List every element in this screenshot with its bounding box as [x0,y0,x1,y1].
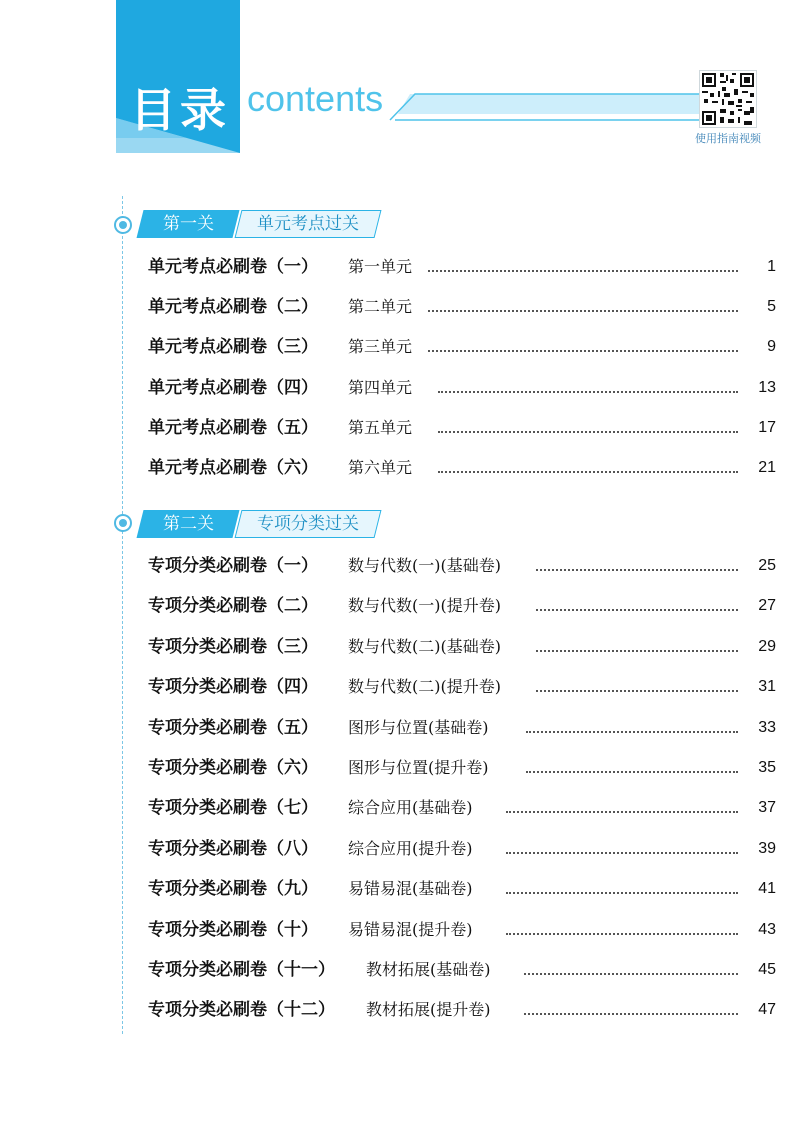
toc-entry-subtitle: 教材拓展(提升卷) [366,1000,491,1020]
toc-entry-title: 专项分类必刷卷（六） [148,758,318,778]
toc-entry-subtitle: 第一单元 [348,257,413,276]
toc-entry[interactable] [148,957,776,983]
toc-page-number: 1 [767,258,776,275]
toc-page-number: 39 [758,839,776,857]
timeline-line [122,196,123,1034]
toc-page-number: 43 [758,920,776,938]
toc-leader-dots [438,431,738,433]
section-name: 单元考点过关 [235,210,382,238]
toc-entry-title: 专项分类必刷卷（三） [148,636,318,657]
toc-entry[interactable] [148,715,776,741]
toc-leader-dots [536,650,738,652]
toc-entry-title: 单元考点必刷卷（一） [148,257,318,277]
toc-entry-subtitle: 第六单元 [348,458,413,477]
toc-entry-subtitle: 第四单元 [348,377,413,397]
toc-leader-dots [428,270,738,272]
toc-leader-dots [536,609,738,611]
toc-entry[interactable] [148,415,776,441]
toc-leader-dots [526,771,738,773]
toc-entry-subtitle: 数与代数(一)(提升卷) [348,596,501,616]
toc-leader-dots [438,391,738,393]
header-decor-line [240,86,700,126]
toc-entry-title: 单元考点必刷卷（六） [148,458,318,478]
toc-page-number: 5 [767,298,776,316]
toc-page-number: 33 [758,718,776,736]
toc-page-number: 27 [758,597,776,615]
toc-entry[interactable] [148,917,776,943]
toc-page-number: 41 [758,880,776,898]
qr-caption: 使用指南视频 [695,132,761,145]
toc-leader-dots [506,852,738,854]
toc-page-number: 35 [758,759,776,776]
toc-page-number: 9 [767,338,776,356]
toc-entry-title: 专项分类必刷卷（九） [148,879,318,900]
toc-entry-subtitle: 易错易混(提升卷) [348,919,473,939]
toc-entry-title: 专项分类必刷卷（十） [148,919,318,940]
toc-entry-title: 单元考点必刷卷（五） [148,417,318,438]
toc-entry[interactable] [148,455,776,481]
toc-leader-dots [428,310,738,312]
toc-entry[interactable] [148,294,776,320]
toc-entry[interactable] [148,876,776,902]
section-tab: 第一关 [137,210,240,238]
toc-entry[interactable] [148,375,776,401]
toc-entry[interactable] [148,634,776,660]
toc-entry-title: 专项分类必刷卷（八） [148,838,318,859]
toc-entry-subtitle: 图形与位置(提升卷) [348,758,489,777]
toc-entry[interactable] [148,755,776,781]
toc-leader-dots [506,933,738,935]
toc-entry-subtitle: 教材拓展(基础卷) [366,960,491,979]
toc-leader-dots [536,690,738,692]
toc-entry-title: 专项分类必刷卷（五） [148,717,318,738]
toc-page-number: 45 [758,961,776,978]
toc-leader-dots [438,471,738,473]
toc-entry[interactable] [148,593,776,619]
section-tab: 第二关 [137,510,240,538]
toc-entry-title: 单元考点必刷卷（四） [148,377,318,398]
toc-entry-subtitle: 易错易混(基础卷) [348,879,473,899]
toc-leader-dots [524,973,738,975]
toc-entry-title: 专项分类必刷卷（十二） [148,1000,335,1021]
toc-entry[interactable] [148,553,776,579]
toc-entry[interactable] [148,334,776,360]
toc-page-number: 17 [758,418,776,436]
section-name: 专项分类过关 [235,510,382,538]
toc-page-number: 25 [758,557,776,574]
qr-code-icon [700,71,756,127]
toc-entry-subtitle: 综合应用(基础卷) [348,798,473,818]
toc-entry-subtitle: 第三单元 [348,337,413,357]
toc-page-number: 29 [758,637,776,655]
section-marker-icon [114,216,132,234]
toc-leader-dots [526,731,738,733]
toc-page-number: 13 [758,378,776,396]
toc-entry-subtitle: 数与代数(二)(提升卷) [348,677,501,697]
toc-entry[interactable] [148,997,776,1023]
toc-page-number: 31 [758,678,776,696]
toc-entry-subtitle: 数与代数(二)(基础卷) [348,636,501,656]
section-marker-icon [114,514,132,532]
toc-entry-title: 专项分类必刷卷（四） [148,677,318,698]
toc-entry-title: 单元考点必刷卷（三） [148,337,318,358]
toc-entry[interactable] [148,836,776,862]
toc-entry-title: 专项分类必刷卷（十一） [148,960,335,980]
page-subtitle: contents [247,78,384,119]
toc-entry-subtitle: 图形与位置(基础卷) [348,717,489,737]
qr-code[interactable] [699,70,757,128]
toc-page-number: 47 [758,1001,776,1019]
toc-entry[interactable] [148,795,776,821]
toc-entry-subtitle: 第五单元 [348,417,413,437]
toc-entry-subtitle: 数与代数(一)(基础卷) [348,556,501,575]
toc-entry-title: 专项分类必刷卷（一） [148,556,318,576]
toc-entry-subtitle: 第二单元 [348,297,413,317]
toc-entry-title: 专项分类必刷卷（二） [148,596,318,617]
toc-entry[interactable] [148,254,776,280]
toc-page-number: 37 [758,799,776,817]
toc-leader-dots [524,1013,738,1015]
toc-page-number: 21 [758,459,776,476]
toc-entry-subtitle: 综合应用(提升卷) [348,838,473,858]
toc-entry-title: 专项分类必刷卷（七） [148,798,318,819]
toc-leader-dots [428,350,738,352]
toc-entry[interactable] [148,674,776,700]
toc-entry-title: 单元考点必刷卷（二） [148,297,318,318]
toc-leader-dots [506,811,738,813]
toc-leader-dots [536,569,738,571]
toc-leader-dots [506,892,738,894]
page-title: 目录 [130,83,230,137]
